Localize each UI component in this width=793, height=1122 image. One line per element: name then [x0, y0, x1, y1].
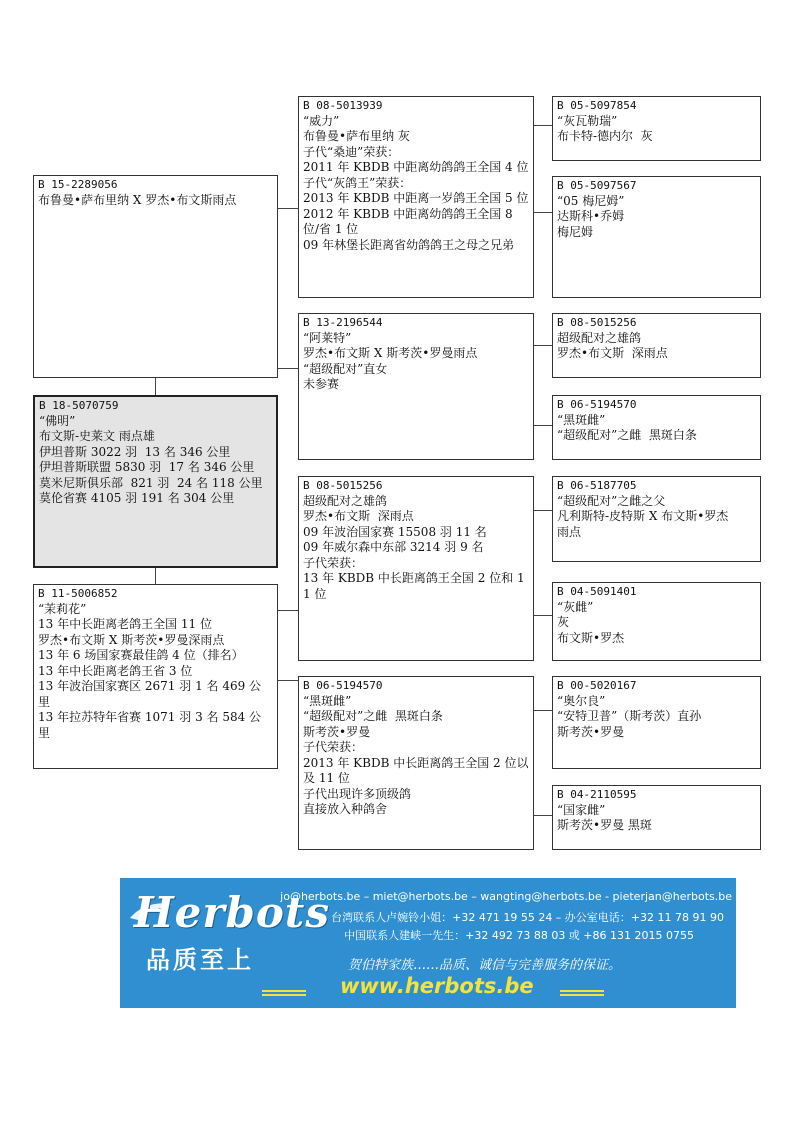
pedigree-line: “灰瓦勒瑞” [557, 113, 618, 128]
ring-number: B 13-2196544 [303, 316, 383, 329]
pedigree-line: 子代“灰鸽王”荣获： [303, 175, 412, 190]
pedigree-line: 雨点 [557, 524, 582, 539]
granddam-sire-box [298, 313, 534, 460]
pedigree-line: 13 年中长距离老鸽王全国 11 位 [38, 617, 212, 631]
ring-number: B 06-5194570 [557, 398, 637, 411]
pedigree-line: “茉莉花” [38, 601, 87, 616]
pedigree-line: 直接放入种鸽舍 [303, 802, 388, 816]
ggp-box-8 [552, 785, 761, 850]
ggp-box-6 [552, 582, 761, 661]
pedigree-line: 达斯科•乔姆 [557, 209, 625, 223]
ring-number: B 11-5006852 [38, 587, 118, 600]
subject-box [33, 395, 278, 568]
connector [278, 208, 298, 209]
ring-number: B 06-5194570 [303, 679, 383, 692]
ring-number: B 08-5013939 [303, 99, 383, 112]
pedigree-line: 罗杰•布文斯 X 斯考茨•罗曼深雨点 [38, 632, 225, 647]
ring-number: B 06-5187705 [557, 479, 637, 492]
pedigree-line: “威力” [303, 113, 340, 128]
ring-number: B 08-5015256 [557, 316, 637, 329]
pedigree-line: 13 年中长距离老鸽王省 3 位 [38, 663, 193, 678]
contact-emails[interactable]: jo@herbots.be – miet@herbots.be – wangting@herbots.be - pieterjan@herbots.be [280, 890, 732, 903]
contact-china: 中国联系人建峡一先生：+32 492 73 88 03 或 +86 131 2015 0755 [344, 929, 694, 942]
dam-box [33, 584, 278, 769]
pedigree-line: 09 年波治国家赛 15508 羽 11 名 [303, 524, 487, 539]
pedigree-line: “灰雌” [557, 599, 594, 614]
subject-details [39, 429, 272, 507]
pedigree-line: 罗杰•布文斯 深雨点 [557, 346, 668, 360]
pedigree-line: 13 年 6 场国家赛最佳鸽 4 位（排名） [38, 648, 244, 662]
ggp-box-1 [552, 96, 761, 161]
website-link[interactable]: www.herbots.be [340, 974, 534, 998]
pedigree-line: 未参赛 [303, 377, 340, 391]
pedigree-line: 超级配对之雄鸽 [303, 493, 388, 508]
herbots-logo: Herbots [134, 888, 330, 937]
granddam-dam-box [298, 676, 534, 850]
pedigree-line: “超级配对”之雌 黑斑白条 [303, 709, 443, 723]
pedigree-line: 13 年拉苏特年省赛 1071 羽 3 名 584 公里 [38, 710, 262, 740]
pedigree-line: 伊坦普斯 3022 羽 13 名 346 公里 [39, 444, 231, 459]
pedigree-line: 2011 年 KBDB 中距离幼鸽鸽王全国 4 位 [303, 160, 529, 174]
pedigree-line: “超级配对”直女 [303, 361, 388, 376]
pedigree-line: 凡利斯特-皮特斯 X 布文斯•罗杰 [557, 509, 729, 523]
subject-ring-number: B 18-5070759 [39, 399, 119, 412]
pedigree-line: 布卡特-德内尔 灰 [557, 129, 653, 143]
pedigree-line: “奥尔良” [557, 693, 606, 708]
ggp-box-5 [552, 476, 761, 562]
connector [534, 212, 552, 213]
ring-number: B 04-2110595 [557, 788, 637, 801]
pedigree-line: “国家雌” [557, 802, 606, 817]
connector [534, 710, 552, 711]
connector [155, 568, 156, 584]
subject-name: “佛明” [39, 413, 76, 428]
pedigree-line: 布鲁曼•萨布里纳 X 罗杰•布文斯雨点 [38, 192, 237, 207]
pedigree-line: 斯考茨•罗曼 [557, 724, 625, 739]
sire-box [33, 175, 278, 378]
pedigree-line: 子代荣获： [303, 555, 364, 570]
pedigree-line: “黑斑雌” [557, 412, 606, 427]
pedigree-line: 子代出现许多顶级鸽 [303, 786, 412, 801]
ring-number: B 04-5091401 [557, 585, 637, 598]
pedigree-line: 伊坦普斯联盟 5830 羽 17 名 346 公里 [39, 460, 255, 474]
pedigree-line: 2012 年 KBDB 中距离幼鸽鸽王全国 8 位/省 1 位 [303, 206, 517, 236]
pedigree-line: 莫伦省赛 4105 羽 191 名 304 公里 [39, 491, 235, 505]
pedigree-line: 子代荣获： [303, 740, 364, 754]
pedigree-line: 布文斯-史莱文 雨点雄 [39, 429, 155, 443]
divider [262, 994, 306, 996]
pedigree-line: 罗杰•布文斯 X 斯考茨•罗曼雨点 [303, 346, 478, 360]
ggp-box-4 [552, 395, 761, 460]
pedigree-line: 2013 年 KBDB 中距离一岁鸽王全国 5 位 [303, 191, 529, 205]
pedigree-line: 斯考茨•罗曼 黑斑 [557, 818, 652, 832]
connector [155, 377, 156, 395]
pedigree-line: 布鲁曼•萨布里纳 灰 [303, 129, 410, 143]
pedigree-line: “05 梅尼姆” [557, 193, 625, 208]
connector [278, 368, 298, 369]
connector [534, 125, 552, 126]
pedigree-line: 09 年威尔森中东部 3214 羽 9 名 [303, 540, 484, 554]
pedigree-line: “黑斑雌” [303, 693, 352, 708]
ring-number: B 00-5020167 [557, 679, 637, 692]
connector [278, 610, 298, 611]
pedigree-line: 莫米尼斯俱乐部 821 羽 24 名 118 公里 [39, 475, 263, 490]
ring-number: B 05-5097567 [557, 179, 637, 192]
connector [534, 815, 552, 816]
pedigree-line: 09 年林堡长距离省幼鸽鸽王之母之兄弟 [303, 237, 515, 252]
connector [534, 510, 552, 511]
divider [560, 994, 604, 996]
connector [278, 680, 298, 681]
ggp-box-2 [552, 176, 761, 298]
pedigree-line: 13 年 KBDB 中长距离鸽王全国 2 位和 11 位 [303, 571, 525, 601]
slogan: 品质至上 [146, 946, 254, 974]
grandsire-sire-box [298, 96, 534, 298]
ggp-box-3 [552, 313, 761, 378]
pedigree-line: 超级配对之雄鸽 [557, 330, 642, 345]
divider [560, 990, 604, 992]
grandsire-dam-box [298, 476, 534, 661]
pedigree-line: “阿莱特” [303, 330, 352, 345]
connector [534, 615, 552, 616]
pedigree-line: 13 年波治国家赛区 2671 羽 1 名 469 公里 [38, 679, 262, 709]
connector [534, 425, 552, 426]
tagline: 贺伯特家族……品质、诚信与完善服务的保证。 [348, 958, 622, 973]
ggp-box-7 [552, 676, 761, 769]
pedigree-line: “安特卫普”（斯考茨）直孙 [557, 709, 702, 723]
pedigree-line: 梅尼姆 [557, 224, 594, 239]
pedigree-line: 罗杰•布文斯 深雨点 [303, 509, 414, 523]
connector [534, 345, 552, 346]
pedigree-line: 灰 [557, 615, 570, 629]
pedigree-line: 子代“桑迪”荣获： [303, 144, 400, 159]
pedigree-line: 2013 年 KBDB 中长距离鸽王全国 2 位以及 11 位 [303, 755, 529, 785]
pedigree-line: “超级配对”之雌之父 [557, 493, 666, 508]
ring-number: B 15-2289056 [38, 178, 118, 191]
pedigree-line: 斯考茨•罗曼 [303, 724, 371, 739]
pedigree-line: “超级配对”之雌 黑斑白条 [557, 428, 697, 442]
ring-number: B 08-5015256 [303, 479, 383, 492]
contact-taiwan: 台湾联系人卢婉铃小姐：+32 471 19 55 24 – 办公室电话：+32 11 78 91 90 [331, 911, 724, 924]
pedigree-line: 布文斯•罗杰 [557, 630, 625, 645]
herbots-banner [120, 878, 736, 1008]
ring-number: B 05-5097854 [557, 99, 637, 112]
divider [262, 990, 306, 992]
